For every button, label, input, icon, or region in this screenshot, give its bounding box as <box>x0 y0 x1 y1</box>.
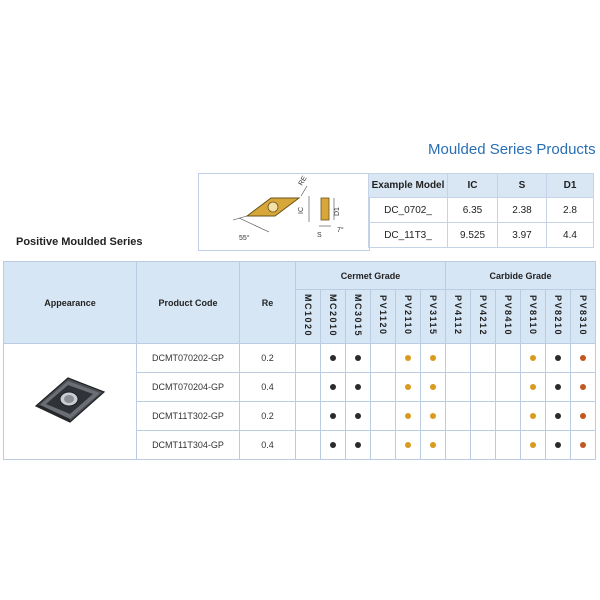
cermet-grade-header: Cermet Grade <box>296 262 446 290</box>
grade-cell <box>521 344 546 373</box>
grade-header-pv8110 <box>521 290 546 344</box>
grade-cell <box>421 373 446 402</box>
example-cell: DC_11T3_ <box>369 223 448 248</box>
grade-cell <box>296 373 321 402</box>
grade-header-pv4212 <box>471 290 496 344</box>
grade-cell <box>546 431 571 460</box>
availability-dot-black <box>355 355 361 361</box>
col-appearance: Appearance <box>4 262 137 344</box>
grade-cell <box>571 344 596 373</box>
product-code-cell: DCMT070204-GP <box>137 373 240 402</box>
re-cell: 0.2 <box>240 344 296 373</box>
availability-dot-black <box>555 413 561 419</box>
grade-label: PV3115 <box>428 295 438 336</box>
grade-cell <box>396 431 421 460</box>
angle-7-label: 7° <box>337 227 344 234</box>
example-cell: 6.35 <box>448 198 498 223</box>
s-label: S <box>317 232 322 239</box>
grade-cell <box>421 402 446 431</box>
re-cell: 0.4 <box>240 431 296 460</box>
availability-dot-gold <box>405 442 411 448</box>
availability-dot-gold <box>405 384 411 390</box>
col-product-code: Product Code <box>137 262 240 344</box>
grade-cell <box>471 431 496 460</box>
page-title: Moulded Series Products <box>428 141 596 158</box>
grade-cell <box>546 344 571 373</box>
grade-header-mc2010 <box>321 290 346 344</box>
grade-cell <box>296 344 321 373</box>
example-header-row <box>369 174 594 198</box>
grade-cell <box>296 431 321 460</box>
availability-dot-black <box>555 355 561 361</box>
availability-dot-gold <box>430 355 436 361</box>
grade-header-pv8410 <box>496 290 521 344</box>
example-cell: DC_0702_ <box>369 198 448 223</box>
grade-label: PV8410 <box>503 294 513 337</box>
grade-label: PV8210 <box>553 294 563 337</box>
grade-cell <box>446 344 471 373</box>
grade-cell <box>371 344 396 373</box>
series-title: Positive Moulded Series <box>16 236 143 248</box>
grade-cell <box>321 431 346 460</box>
grade-cell <box>471 344 496 373</box>
grade-header-pv1120 <box>371 290 396 344</box>
grade-label: MC2010 <box>328 293 338 338</box>
availability-dot-gold <box>405 413 411 419</box>
example-header-model: Example Model <box>369 174 448 198</box>
grade-cell <box>546 402 571 431</box>
availability-dot-black <box>355 442 361 448</box>
grade-cell <box>371 373 396 402</box>
availability-dot-black <box>555 384 561 390</box>
example-cell: 2.38 <box>498 198 547 223</box>
table-row <box>4 344 596 373</box>
availability-dot-copper <box>580 384 586 390</box>
grade-header-mc1020 <box>296 290 321 344</box>
grade-cell <box>396 402 421 431</box>
example-header-ic: IC <box>448 174 498 198</box>
example-cell: 4.4 <box>547 223 594 248</box>
grade-header-pv8310 <box>571 290 596 344</box>
availability-dot-gold <box>530 355 536 361</box>
insert-appearance-image <box>30 370 110 430</box>
availability-dot-copper <box>580 413 586 419</box>
ic-label: IC <box>298 207 305 214</box>
availability-dot-black <box>330 442 336 448</box>
grade-label: MC1020 <box>303 293 313 338</box>
availability-dot-gold <box>530 442 536 448</box>
grade-label: PV8310 <box>578 294 588 337</box>
grade-label: PV4212 <box>478 294 488 337</box>
col-re: Re <box>240 262 296 344</box>
example-cell: 9.525 <box>448 223 498 248</box>
grade-header-pv2110 <box>396 290 421 344</box>
grade-cell <box>321 402 346 431</box>
availability-dot-gold <box>530 413 536 419</box>
example-header-d1: D1 <box>547 174 594 198</box>
availability-dot-gold <box>430 413 436 419</box>
grade-label: PV8110 <box>528 295 538 336</box>
angle-55-label: 55° <box>239 235 250 242</box>
carbide-grade-header: Carbide Grade <box>446 262 596 290</box>
grade-cell <box>371 402 396 431</box>
grade-cell <box>446 431 471 460</box>
example-row <box>369 223 594 248</box>
grade-cell <box>496 431 521 460</box>
availability-dot-black <box>555 442 561 448</box>
re-cell: 0.4 <box>240 373 296 402</box>
grade-header-mc3015 <box>346 290 371 344</box>
grade-cell <box>396 344 421 373</box>
grade-cell <box>521 431 546 460</box>
dcmt-insert-icon <box>30 370 110 430</box>
grade-cell <box>346 344 371 373</box>
grade-cell <box>421 344 446 373</box>
grade-cell <box>471 373 496 402</box>
grade-header-pv8210 <box>546 290 571 344</box>
d1-label: D1 <box>334 207 341 216</box>
grade-label: PV1120 <box>378 295 388 336</box>
grade-cell <box>571 431 596 460</box>
example-header-s: S <box>498 174 547 198</box>
insert-drawing <box>199 174 369 250</box>
grade-header-pv3115 <box>421 290 446 344</box>
availability-dot-black <box>330 384 336 390</box>
grade-label: PV4112 <box>453 295 463 336</box>
example-cell: 2.8 <box>547 198 594 223</box>
product-code-cell: DCMT070202-GP <box>137 344 240 373</box>
grade-cell <box>546 373 571 402</box>
availability-dot-copper <box>580 355 586 361</box>
grade-cell <box>496 402 521 431</box>
insert-dimension-diagram <box>198 173 370 251</box>
availability-dot-gold <box>430 442 436 448</box>
grade-cell <box>371 431 396 460</box>
availability-dot-gold <box>530 384 536 390</box>
grade-cell <box>346 373 371 402</box>
grade-cell <box>321 373 346 402</box>
example-row <box>369 198 594 223</box>
product-code-cell: DCMT11T304-GP <box>137 431 240 460</box>
availability-dot-copper <box>580 442 586 448</box>
availability-dot-black <box>330 413 336 419</box>
example-cell: 3.97 <box>498 223 547 248</box>
grade-label: PV2110 <box>403 295 413 336</box>
grade-cell <box>396 373 421 402</box>
re-label: RE <box>297 175 309 187</box>
grade-cell <box>446 402 471 431</box>
availability-dot-gold <box>430 384 436 390</box>
grade-cell <box>296 402 321 431</box>
grade-label: MC3015 <box>353 293 363 338</box>
grade-header-pv4112 <box>446 290 471 344</box>
grade-cell <box>496 344 521 373</box>
grade-cell <box>521 402 546 431</box>
product-code-cell: DCMT11T302-GP <box>137 402 240 431</box>
grade-cell <box>496 373 521 402</box>
availability-dot-black <box>355 413 361 419</box>
example-model-table <box>368 173 594 248</box>
grade-cell <box>571 373 596 402</box>
re-cell: 0.2 <box>240 402 296 431</box>
availability-dot-black <box>330 355 336 361</box>
grade-cell <box>571 402 596 431</box>
grade-cell <box>521 373 546 402</box>
grade-cell <box>321 344 346 373</box>
grade-cell <box>421 431 446 460</box>
product-grade-table <box>3 261 596 460</box>
grade-cell <box>346 431 371 460</box>
grade-cell <box>446 373 471 402</box>
availability-dot-gold <box>405 355 411 361</box>
availability-dot-black <box>355 384 361 390</box>
grade-cell <box>471 402 496 431</box>
grade-cell <box>346 402 371 431</box>
